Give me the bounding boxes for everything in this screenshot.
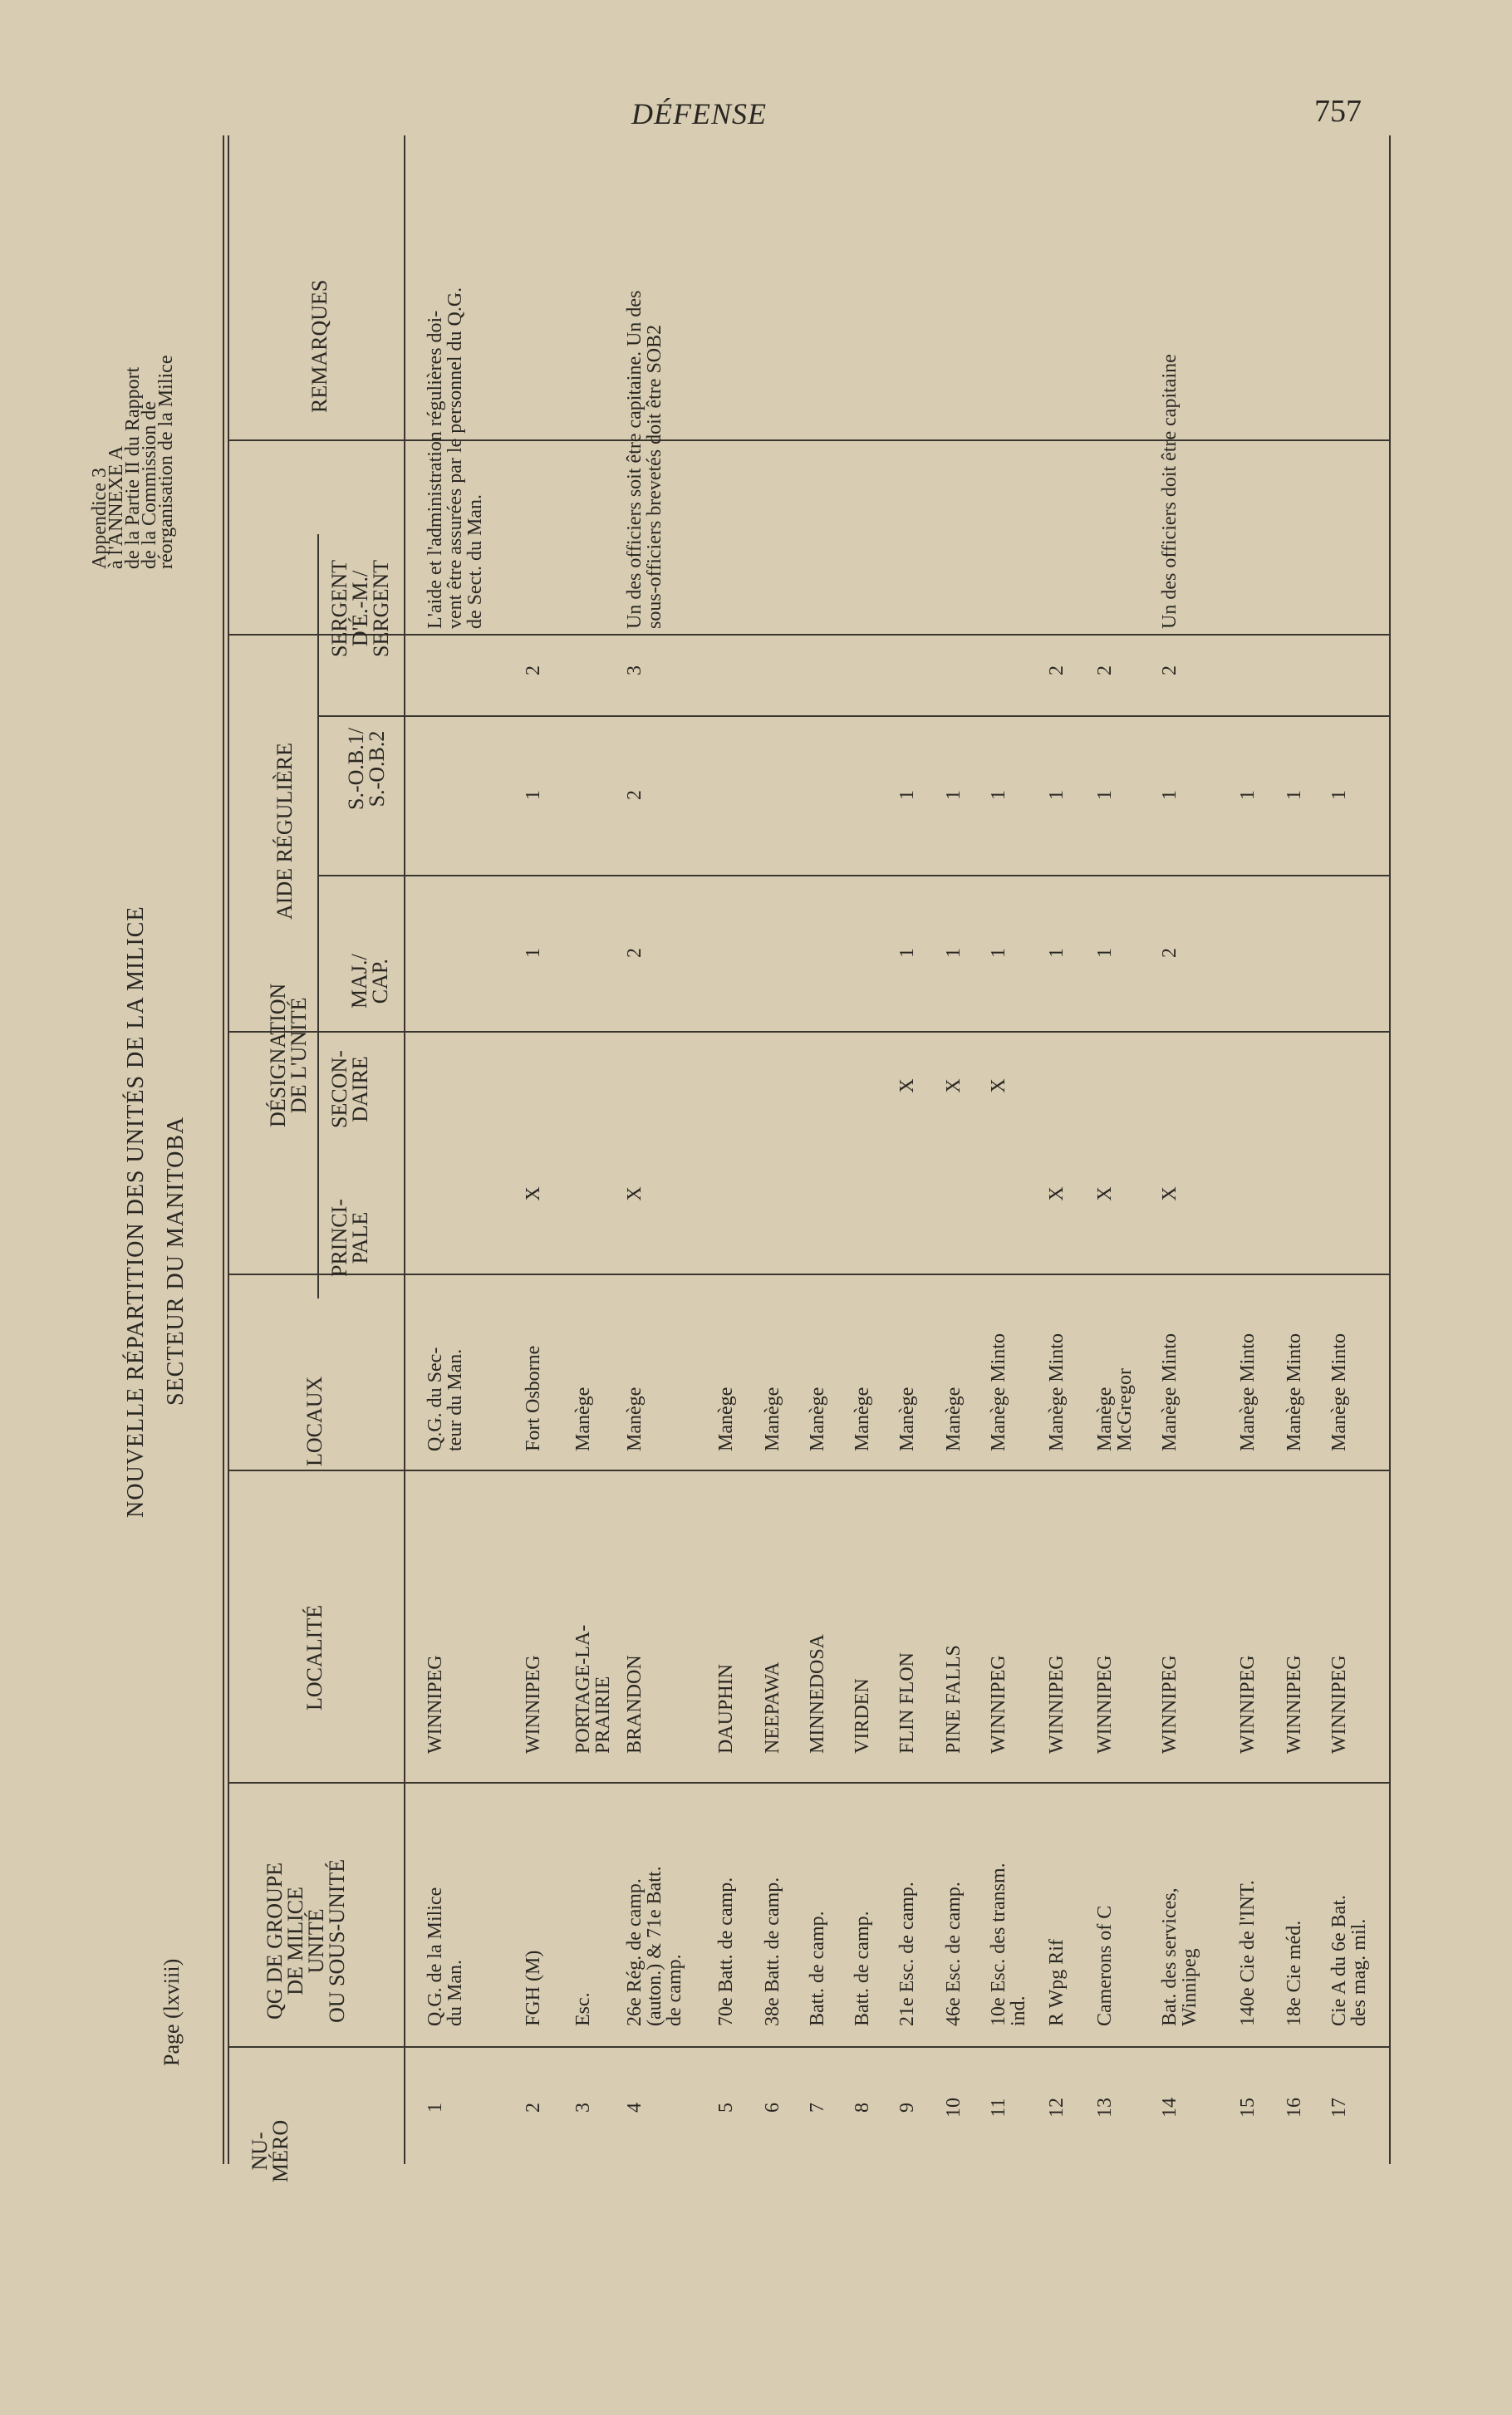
cell-sgt: 2: [1046, 665, 1068, 675]
cell-unite: [944, 1785, 964, 2026]
cell-line: WINNIPEG: [1159, 1655, 1181, 1754]
header-maj-cap: [349, 954, 390, 1009]
cell-line: Cie A du 6e Bat.: [1328, 1895, 1350, 2026]
cell-unite: [1329, 1785, 1369, 2026]
cell-line: Batt. de camp.: [807, 1911, 828, 2026]
cell-locaux: [625, 1277, 645, 1451]
cell-num: 13: [1094, 2098, 1116, 2118]
running-title: DÉFENSE: [631, 97, 767, 130]
header-designation: [268, 984, 309, 1127]
text-line: DE MILICE: [283, 1887, 307, 1995]
header-principale: [329, 1199, 371, 1277]
cell-num: 3: [572, 2103, 594, 2113]
cell-line: des mag. mil.: [1348, 1918, 1370, 2026]
text-line: SECON-: [327, 1050, 351, 1128]
cell-line: Manège Minto: [1284, 1333, 1305, 1451]
cell-sgt: 2: [523, 665, 544, 675]
cell-localite: [1047, 1488, 1067, 1754]
cell-line: 46e Esc. de camp.: [943, 1882, 965, 2026]
table-subtitle: SECTEUR DU MANITOBA: [163, 1116, 189, 1406]
cell-num: 2: [523, 2103, 544, 2113]
cell-unite: [625, 1785, 685, 2026]
cell-num: 14: [1159, 2098, 1181, 2118]
cell-unite: [1095, 1785, 1115, 2026]
cell-line: du Man.: [444, 1960, 466, 2026]
cell-princ: X: [624, 1186, 646, 1201]
cell-princ: X: [1046, 1186, 1068, 1201]
cell-so: 1: [1284, 790, 1305, 800]
cell-line: Manège: [624, 1387, 646, 1451]
cell-line: WINNIPEG: [1284, 1655, 1305, 1754]
cell-num: 6: [762, 2103, 783, 2113]
cell-remarques: [1160, 147, 1180, 629]
cell-locaux: [1095, 1277, 1135, 1451]
cell-line: de camp.: [664, 1954, 685, 2026]
cell-line: Manège: [852, 1387, 873, 1451]
cell-princ: X: [1094, 1186, 1116, 1201]
cell-unite: [1284, 1785, 1304, 2026]
cell-unite: [573, 1785, 593, 2026]
cell-maj: 1: [988, 948, 1009, 958]
cell-num: 10: [943, 2098, 965, 2118]
cell-line: Q.G. du Sec-: [425, 1347, 446, 1451]
header-unite: [264, 1859, 347, 2023]
cell-localite: [573, 1488, 613, 1754]
cell-line: (auton.) & 71e Batt.: [644, 1866, 665, 2026]
cell-line: Manège Minto: [1159, 1333, 1181, 1451]
cell-line: vent être assurées par le personnel du Q.G.: [444, 287, 466, 629]
cell-locaux: [1238, 1277, 1258, 1451]
cell-locaux: [573, 1277, 593, 1451]
cell-line: PORTAGE-LA-: [572, 1624, 594, 1754]
header-secondaire: [329, 1050, 371, 1128]
cell-line: Manège Minto: [1237, 1333, 1259, 1451]
cell-num: 17: [1328, 2098, 1350, 2118]
cell-so: 1: [1328, 790, 1350, 800]
cell-num: 1: [425, 2103, 446, 2113]
cell-line: 38e Batt. de camp.: [762, 1877, 783, 2026]
cell-locaux: [989, 1277, 1009, 1451]
cell-line: BRANDON: [624, 1655, 646, 1754]
cell-unite: [1160, 1785, 1200, 2026]
cell-so: 1: [896, 790, 918, 800]
cell-maj: 1: [523, 948, 544, 958]
cell-maj: 1: [1046, 948, 1068, 958]
cell-unite: [523, 1785, 543, 2026]
text-line: D'É.-M./: [348, 570, 372, 647]
text-line: S.-O.B.2: [365, 730, 389, 807]
cell-locaux: [1329, 1277, 1349, 1451]
cell-line: Q.G. de la Milice: [425, 1887, 446, 2026]
cell-locaux: [1047, 1277, 1067, 1451]
cell-line: WINNIPEG: [988, 1655, 1009, 1754]
cell-unite: [763, 1785, 783, 2026]
cell-so: 2: [624, 790, 646, 800]
cell-unite: [716, 1785, 736, 2026]
cell-unite: [1047, 1785, 1067, 2026]
cell-line: McGregor: [1114, 1368, 1136, 1451]
cell-line: WINNIPEG: [425, 1655, 446, 1754]
header-numero: [249, 2120, 291, 2182]
text-line: DÉSIGNATION: [266, 983, 290, 1127]
cell-num: 4: [624, 2103, 646, 2113]
cell-localite: [763, 1488, 783, 1754]
cell-line: Manège: [943, 1387, 965, 1451]
cell-princ: X: [1159, 1186, 1181, 1201]
cell-line: PRAIRIE: [592, 1676, 614, 1754]
cell-num: 11: [988, 2098, 1009, 2118]
cell-maj: 1: [1094, 948, 1116, 958]
cell-locaux: [763, 1277, 783, 1451]
cell-second: X: [988, 1078, 1009, 1093]
cell-line: NEEPAWA: [762, 1662, 783, 1754]
text-line: UNITÉ: [304, 1908, 328, 1974]
cell-line: VIRDEN: [852, 1678, 873, 1754]
appendix-note: [89, 355, 177, 569]
text-line: de la Partie II du Rapport: [122, 366, 144, 569]
header-sob: [346, 728, 387, 810]
cell-localite: [625, 1488, 645, 1754]
cell-locaux: [1160, 1277, 1180, 1451]
cell-line: PINE FALLS: [943, 1645, 965, 1754]
cell-line: Un des officiers soit être capitaine. Un des: [624, 290, 646, 629]
cell-line: WINNIPEG: [1328, 1655, 1350, 1754]
text-line: à l'ANNEXE A: [106, 445, 127, 569]
cell-line: Winnipeg: [1179, 1948, 1200, 2026]
header-remarques: REMARQUES: [307, 279, 331, 413]
text-line: PALE: [348, 1211, 372, 1264]
text-line: QG DE GROUPE: [263, 1862, 287, 2020]
cell-line: de Sect. du Man.: [464, 494, 486, 629]
text-line: MAJ./: [347, 954, 371, 1009]
cell-locaux: [716, 1277, 736, 1451]
text-line: PRINCI-: [327, 1199, 351, 1277]
cell-so: 1: [1159, 790, 1181, 800]
cell-sgt: 2: [1159, 665, 1181, 675]
header-locaux: LOCAUX: [302, 1376, 326, 1466]
cell-unite: [1238, 1785, 1258, 2026]
cell-localite: [716, 1488, 736, 1754]
cell-locaux: [523, 1277, 543, 1451]
cell-line: WINNIPEG: [1094, 1655, 1116, 1754]
cell-line: Bat. des services,: [1159, 1887, 1181, 2026]
cell-so: 1: [943, 790, 965, 800]
text-line: Appendice 3: [89, 468, 110, 569]
cell-num: 12: [1046, 2098, 1068, 2118]
cell-line: teur du Man.: [444, 1348, 466, 1451]
cell-line: Manège: [896, 1387, 918, 1451]
cell-unite: [808, 1785, 827, 2026]
cell-so: 1: [1046, 790, 1068, 800]
cell-line: Esc.: [572, 1992, 594, 2026]
cell-line: ind.: [1008, 1995, 1029, 2026]
cell-localite: [1160, 1488, 1180, 1754]
header-aide-reguliere: AIDE RÉGULIÈRE: [272, 742, 297, 920]
cell-princ: X: [523, 1186, 544, 1201]
cell-localite: [852, 1488, 872, 1754]
cell-line: WINNIPEG: [1237, 1655, 1259, 1754]
cell-localite: [1095, 1488, 1115, 1754]
text-line: réorganisation de la Milice: [155, 355, 177, 569]
cell-line: 26e Rég. de camp.: [624, 1878, 646, 2026]
cell-localite: [897, 1488, 917, 1754]
text-line: SERGENT: [327, 560, 351, 657]
cell-num: 7: [807, 2103, 828, 2113]
cell-num: 16: [1284, 2098, 1305, 2118]
text-line: DAIRE: [348, 1056, 372, 1122]
text-line: MÉRO: [268, 2119, 292, 2182]
cell-unite: [425, 1785, 465, 2026]
cell-localite: [1284, 1488, 1304, 1754]
text-line: CAP.: [368, 959, 392, 1004]
cell-unite: [989, 1785, 1028, 2026]
cell-line: 140e Cie de l'INT.: [1237, 1880, 1259, 2026]
cell-line: 10e Esc. des transm.: [988, 1863, 1009, 2026]
cell-num: 8: [852, 2103, 873, 2113]
cell-remarques: [425, 147, 485, 629]
cell-localite: [989, 1488, 1009, 1754]
cell-localite: [1329, 1488, 1349, 1754]
cell-remarques: [625, 147, 665, 629]
page-number: 757: [1314, 94, 1362, 129]
cell-maj: 2: [624, 948, 646, 958]
header-localite: LOCALITÉ: [302, 1604, 326, 1711]
cell-line: WINNIPEG: [523, 1655, 544, 1754]
cell-maj: 1: [943, 948, 965, 958]
cell-locaux: [944, 1277, 964, 1451]
cell-line: Manège: [1094, 1387, 1116, 1451]
cell-sgt: 3: [624, 665, 646, 675]
cell-line: Fort Osborne: [523, 1345, 544, 1451]
cell-so: 1: [988, 790, 1009, 800]
cell-line: Manège: [572, 1387, 594, 1451]
cell-line: DAUPHIN: [715, 1664, 737, 1754]
cell-line: Manège: [807, 1387, 828, 1451]
cell-locaux: [1284, 1277, 1304, 1451]
cell-sgt: 2: [1094, 665, 1116, 675]
cell-line: 21e Esc. de camp.: [896, 1882, 918, 2026]
cell-so: 1: [523, 790, 544, 800]
cell-locaux: [425, 1277, 465, 1451]
cell-so: 1: [1237, 790, 1259, 800]
cell-num: 9: [896, 2103, 918, 2113]
cell-line: 70e Batt. de camp.: [715, 1877, 737, 2026]
cell-localite: [808, 1488, 827, 1754]
cell-maj: 2: [1159, 948, 1181, 958]
text-line: DE L'UNITÉ: [287, 997, 311, 1114]
cell-line: FGH (M): [523, 1950, 544, 2026]
cell-so: 1: [1094, 790, 1116, 800]
cell-locaux: [897, 1277, 917, 1451]
cell-second: X: [943, 1078, 965, 1093]
cell-line: Manège Minto: [1046, 1333, 1068, 1451]
cell-num: 15: [1237, 2098, 1259, 2118]
cell-line: Batt. de camp.: [852, 1911, 873, 2026]
cell-localite: [944, 1488, 964, 1754]
cell-line: WINNIPEG: [1046, 1655, 1068, 1754]
table-title: NOUVELLE RÉPARTITION DES UNITÉS DE LA MILICE: [123, 906, 149, 1518]
cell-line: 18e Cie méd.: [1284, 1920, 1305, 2026]
cell-line: Manège Minto: [1328, 1333, 1350, 1451]
page-label: Page (lxviii): [160, 1958, 184, 2066]
cell-line: Camerons of C: [1094, 1905, 1116, 2026]
header-sergent: [329, 560, 391, 657]
cell-unite: [897, 1785, 917, 2026]
cell-line: FLIN FLON: [896, 1652, 918, 1754]
cell-line: Manège: [762, 1387, 783, 1451]
text-line: OU SOUS-UNITÉ: [325, 1858, 349, 2023]
text-line: de la Commission de: [139, 401, 160, 569]
cell-line: Un des officiers doit être capitaine: [1159, 354, 1181, 629]
cell-second: X: [896, 1078, 918, 1093]
cell-maj: 1: [896, 948, 918, 958]
cell-localite: [425, 1488, 445, 1754]
cell-line: MINNEDOSA: [807, 1634, 828, 1754]
cell-locaux: [808, 1277, 827, 1451]
cell-line: Manège Minto: [988, 1333, 1009, 1451]
text-line: S.-O.B.1/: [344, 728, 368, 810]
cell-line: sous-officiers brevetés doit être SOB2: [644, 324, 665, 629]
cell-line: Manège: [715, 1387, 737, 1451]
cell-localite: [523, 1488, 543, 1754]
text-line: SERGENT: [369, 560, 393, 657]
cell-line: L'aide et l'administration régulières doi-: [425, 310, 446, 629]
cell-unite: [852, 1785, 872, 2026]
cell-localite: [1238, 1488, 1258, 1754]
cell-locaux: [852, 1277, 872, 1451]
cell-line: R Wpg Rif: [1046, 1939, 1068, 2026]
text-line: NU-: [248, 2132, 272, 2171]
cell-num: 5: [715, 2103, 737, 2113]
